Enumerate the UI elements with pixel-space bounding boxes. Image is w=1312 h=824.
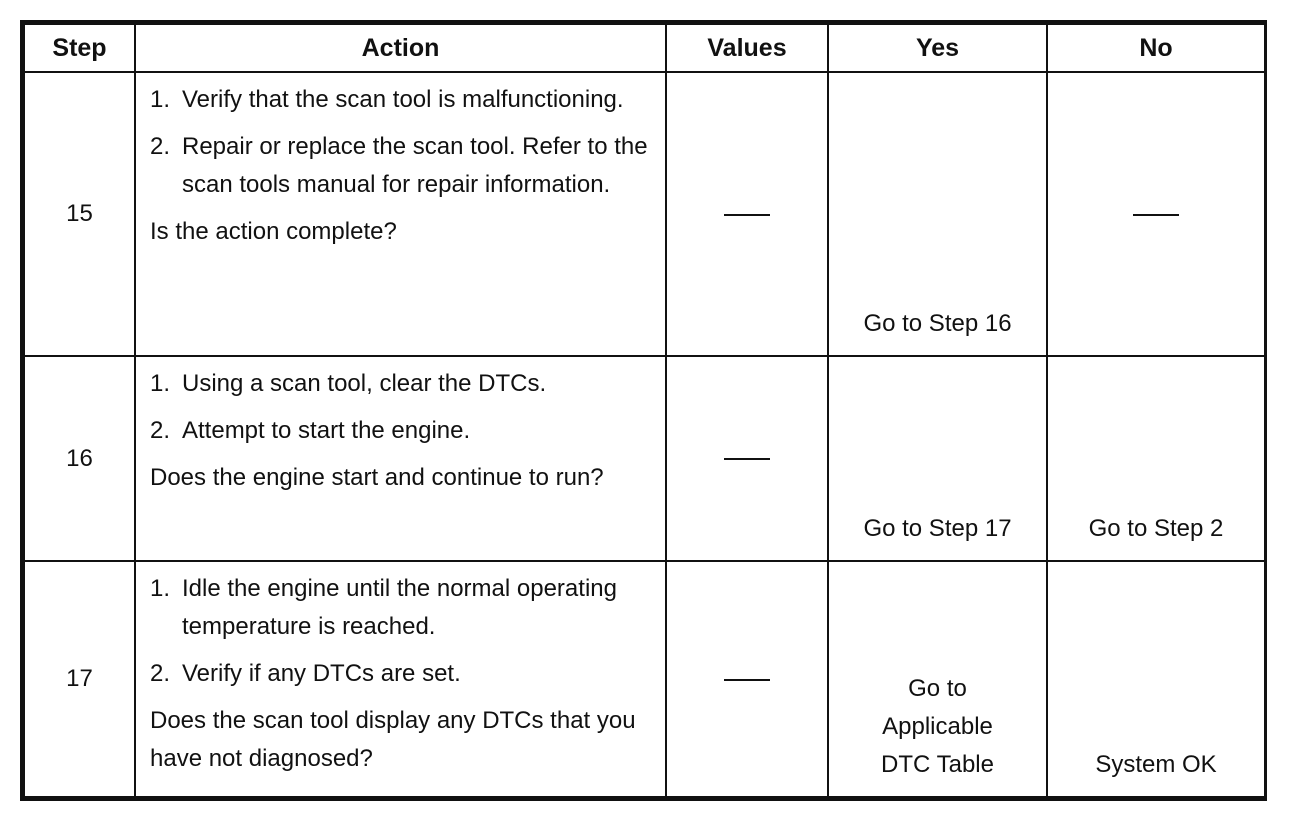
- action-item: [150, 412, 653, 450]
- yes-line: Applicable: [882, 713, 993, 740]
- no-cell: System OK: [1047, 561, 1265, 797]
- dash-mark: [724, 679, 770, 681]
- yes-cell: [828, 561, 1047, 797]
- dash-mark: [1133, 214, 1179, 216]
- values-cell: [666, 356, 828, 561]
- action-question: Is the action complete?: [150, 218, 397, 245]
- action-item-number: 1.: [150, 575, 171, 602]
- header-step: Step: [24, 24, 135, 72]
- table-row: [24, 561, 1265, 797]
- action-item-text: Using a scan tool, clear the DTCs.: [182, 370, 547, 397]
- action-item: [150, 570, 653, 646]
- yes-cell: Go to Step 16: [828, 72, 1047, 356]
- step-number: 16: [24, 356, 135, 561]
- yes-cell: Go to Step 17: [828, 356, 1047, 561]
- table-row: [24, 72, 1265, 356]
- header-values: Values: [666, 24, 828, 72]
- action-item-text: Attempt to start the engine.: [182, 417, 471, 444]
- dash-mark: [724, 214, 770, 216]
- action-item: [150, 81, 653, 119]
- action-item: [150, 365, 653, 403]
- step-number: 15: [24, 72, 135, 356]
- diagnostic-table-grid: [23, 23, 1266, 798]
- action-item-number: 1.: [150, 86, 171, 113]
- action-question: Does the scan tool display any DTCs that you have not diagnosed?: [150, 707, 636, 772]
- action-cell: [135, 356, 666, 561]
- header-action: Action: [135, 24, 666, 72]
- action-item-number: 2.: [150, 660, 171, 687]
- action-cell: [135, 72, 666, 356]
- header-yes: Yes: [828, 24, 1047, 72]
- diagnostic-table: [20, 20, 1267, 801]
- action-item-text: Repair or replace the scan tool. Refer to the scan tools manual for repair information.: [182, 133, 648, 198]
- action-item-text: Verify that the scan tool is malfunctioning.: [182, 86, 624, 113]
- action-item: [150, 128, 653, 204]
- yes-line: DTC Table: [881, 751, 994, 778]
- table-row: [24, 356, 1265, 561]
- no-cell: [1047, 72, 1265, 356]
- action-question: Does the engine start and continue to run?: [150, 464, 604, 491]
- action-item: [150, 655, 653, 693]
- action-item-text: Idle the engine until the normal operating temperature is reached.: [182, 575, 617, 640]
- no-cell: Go to Step 2: [1047, 356, 1265, 561]
- header-row: [24, 24, 1265, 72]
- step-number: 17: [24, 561, 135, 797]
- action-item-number: 1.: [150, 370, 171, 397]
- header-no: No: [1047, 24, 1265, 72]
- action-item-number: 2.: [150, 417, 171, 444]
- action-cell: [135, 561, 666, 797]
- action-item-text: Verify if any DTCs are set.: [182, 660, 461, 687]
- action-item-number: 2.: [150, 133, 171, 160]
- yes-line: Go to: [908, 675, 967, 702]
- values-cell: [666, 561, 828, 797]
- values-cell: [666, 72, 828, 356]
- dash-mark: [724, 458, 770, 460]
